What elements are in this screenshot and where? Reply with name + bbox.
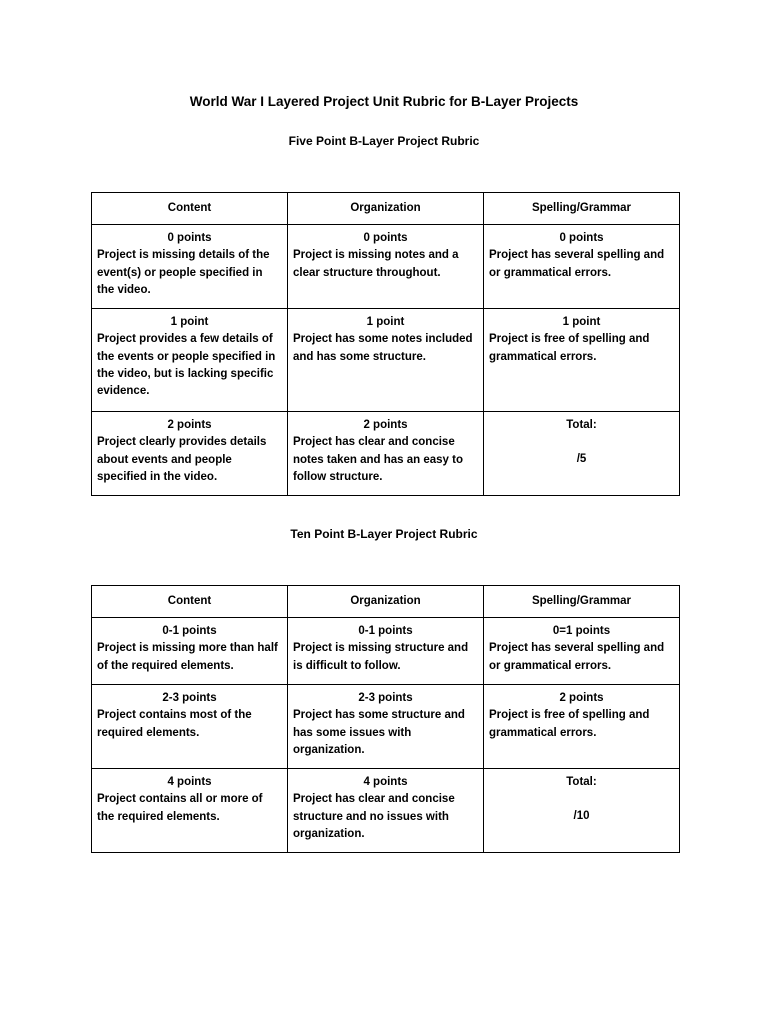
criterion-description: Project is missing structure and is difficult to follow.	[293, 642, 469, 672]
points-label: 1 point	[366, 316, 405, 328]
criterion-description: Project provides a few details of the events or people specified in the video, but is lacking specific evidence.	[97, 333, 276, 398]
points-label: 4 points	[363, 776, 408, 788]
criterion-description: Project is missing notes and a clear structure throughout.	[293, 249, 459, 279]
total-value: /5	[576, 453, 587, 466]
table-header-row	[92, 586, 680, 618]
rubric-cell	[484, 685, 680, 769]
points-label: 0-1 points	[358, 625, 413, 637]
points-label: 0 points	[363, 232, 408, 244]
criterion-description: Project has several spelling and or grammatical errors.	[489, 249, 665, 279]
table-row	[92, 618, 680, 685]
total-label: Total:	[566, 776, 597, 788]
column-header-content: Content	[92, 193, 288, 225]
criterion-description: Project has some structure and has some issues with organization.	[293, 709, 465, 756]
criterion-description: Project contains all or more of the required elements.	[97, 793, 263, 823]
points-label: 2-3 points	[162, 692, 217, 704]
rubric-cell	[288, 225, 484, 309]
column-header-organization: Organization	[288, 193, 484, 225]
points-label: 1 point	[562, 316, 601, 328]
table-row	[92, 225, 680, 309]
points-label: 0 points	[559, 232, 604, 244]
rubric-cell	[92, 618, 288, 685]
column-header-content: Content	[92, 586, 288, 618]
criterion-description: Project has several spelling and or grammatical errors.	[489, 642, 665, 672]
rubric-cell	[484, 618, 680, 685]
criterion-description: Project contains most of the required elements.	[97, 709, 252, 739]
criterion-description: Project is free of spelling and grammatical errors.	[489, 709, 650, 739]
points-label: 2 points	[559, 692, 604, 704]
total-cell	[484, 769, 680, 853]
table-header-row	[92, 193, 680, 225]
table-row	[92, 685, 680, 769]
points-label: 0=1 points	[552, 625, 611, 637]
rubric-cell	[288, 769, 484, 853]
points-label: 0-1 points	[162, 625, 217, 637]
rubric-cell	[484, 309, 680, 412]
points-label: 2 points	[167, 419, 212, 431]
criterion-description: Project has some notes included and has some structure.	[293, 333, 473, 363]
points-label: 4 points	[167, 776, 212, 788]
five-point-rubric-title: Five Point B-Layer Project Rubric	[288, 134, 480, 148]
table-row	[92, 309, 680, 412]
criterion-description: Project is missing more than half of the required elements.	[97, 642, 278, 672]
criterion-description: Project clearly provides details about events and people specified in the video.	[97, 436, 267, 483]
table-row	[92, 769, 680, 853]
ten-point-rubric-table	[91, 585, 680, 853]
rubric-cell	[288, 412, 484, 496]
rubric-cell	[288, 309, 484, 412]
rubric-cell	[288, 685, 484, 769]
points-label: 0 points	[167, 232, 212, 244]
column-header-organization: Organization	[288, 586, 484, 618]
rubric-cell	[288, 618, 484, 685]
criterion-description: Project is free of spelling and grammatical errors.	[489, 333, 650, 363]
table-row	[92, 412, 680, 496]
total-label: Total:	[566, 419, 597, 431]
column-header-spelling-grammar: Spelling/Grammar	[484, 193, 680, 225]
criterion-description: Project has clear and concise structure and no issues with organization.	[293, 793, 455, 840]
points-label: 1 point	[170, 316, 209, 328]
document-title: World War I Layered Project Unit Rubric for B-Layer Projects	[189, 94, 579, 109]
rubric-cell	[92, 685, 288, 769]
total-cell	[484, 412, 680, 496]
criterion-description: Project has clear and concise notes taken and has an easy to follow structure.	[293, 436, 464, 483]
rubric-cell	[92, 412, 288, 496]
five-point-rubric-table	[91, 192, 680, 496]
criterion-description: Project is missing details of the event(s) or people specified in the video.	[97, 249, 270, 296]
points-label: 2 points	[363, 419, 408, 431]
points-label: 2-3 points	[358, 692, 413, 704]
rubric-cell	[92, 769, 288, 853]
rubric-cell	[92, 225, 288, 309]
total-value: /10	[573, 810, 590, 823]
column-header-spelling-grammar: Spelling/Grammar	[484, 586, 680, 618]
rubric-cell	[484, 225, 680, 309]
rubric-cell	[92, 309, 288, 412]
ten-point-rubric-title: Ten Point B-Layer Project Rubric	[290, 527, 478, 541]
